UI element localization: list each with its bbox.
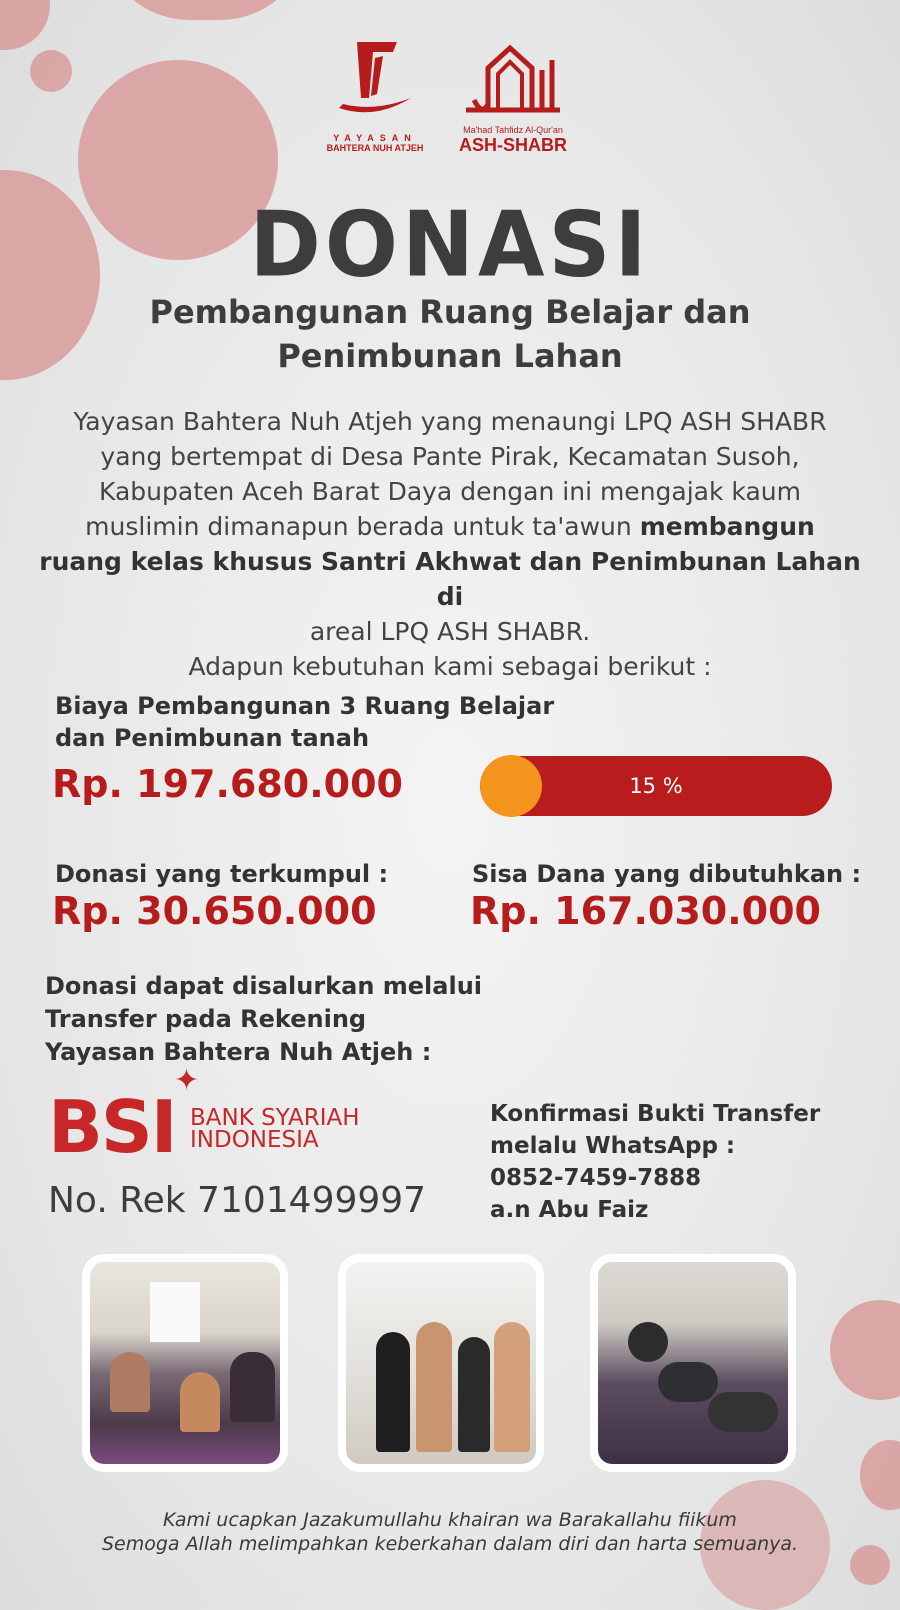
bank-name: BANK SYARIAH INDONESIA <box>190 1105 360 1153</box>
remaining-label: Sisa Dana yang dibutuhkan : <box>472 860 862 888</box>
page-title: DONASI <box>249 192 651 298</box>
whiteboard <box>150 1282 200 1342</box>
decor-circle <box>830 1300 900 1400</box>
yayasan-logo <box>320 38 430 158</box>
transfer-info: Donasi dapat disalurkan melalui Transfer pada Rekening Yayasan Bahtera Nuh Atjeh : <box>45 972 483 1066</box>
whatsapp-number: 0852-7459-7888 <box>490 1165 702 1191</box>
mahad-label: Ma'had Tahfidz Al-Qur'an <box>463 125 563 135</box>
subtitle-line: Penimbunan Lahan <box>277 337 623 375</box>
intro-line: muslimin dimanapun berada untuk ta'awun membangun <box>85 512 815 541</box>
photo-study <box>590 1254 796 1472</box>
star-icon: ✦ <box>174 1064 200 1097</box>
ashshabr-logo <box>448 40 578 160</box>
progress-label: 15 % <box>629 774 683 798</box>
ship-logo-icon <box>335 38 415 128</box>
cost-amount: Rp. 197.680.000 <box>52 762 403 806</box>
yayasan-label: YAYASAN <box>333 133 417 143</box>
decor-circle <box>0 0 50 50</box>
intro-line: yang bertempat di Desa Pante Pirak, Kecamatan Susoh, <box>100 442 800 471</box>
page-subtitle <box>0 290 900 378</box>
yayasan-name: BAHTERA NUH ATJEH <box>326 143 424 153</box>
subtitle-line: Pembangunan Ruang Belajar dan <box>149 293 751 331</box>
collected-label: Donasi yang terkumpul : <box>55 860 389 888</box>
photo-classroom <box>82 1254 288 1472</box>
bsi-logo <box>48 1064 378 1169</box>
progress-bar <box>480 756 832 816</box>
account-number: No. Rek 7101499997 <box>48 1180 427 1221</box>
decor-circle <box>100 0 310 20</box>
remaining-amount: Rp. 167.030.000 <box>470 889 821 933</box>
intro-line: ruang kelas khusus Santri Akhwat dan Penimbunan Lahan di <box>39 547 861 611</box>
intro-line: Yayasan Bahtera Nuh Atjeh yang menaungi LPQ ASH SHABR <box>73 407 827 436</box>
collected-amount: Rp. 30.650.000 <box>52 889 377 933</box>
decor-circle <box>860 1440 900 1510</box>
intro-line: Adapun kebutuhan kami sebagai berikut : <box>188 652 712 681</box>
intro-line: areal LPQ ASH SHABR. <box>309 617 591 646</box>
mahad-name: ASH-SHABR <box>459 135 567 155</box>
intro-line: Kabupaten Aceh Barat Daya dengan ini mengajak kaum <box>99 477 801 506</box>
decor-circle <box>30 50 72 92</box>
bsi-wordmark: BSI <box>48 1085 176 1169</box>
mosque-calligraphy-icon <box>458 40 568 120</box>
photo-students <box>338 1254 544 1472</box>
cost-label: Biaya Pembangunan 3 Ruang Belajar dan Penimbunan tanah <box>55 692 555 752</box>
closing-message: Kami ucapkan Jazakumullahu khairan wa Barakallahu fiikum Semoga Allah melimpahkan keberkahan dalam diri dan harta semuanya. <box>101 1509 799 1555</box>
confirm-info: Konfirmasi Bukti Transfer melalu WhatsApp : 0852-7459-7888 a.n Abu Faiz <box>490 1101 821 1223</box>
intro-paragraph <box>30 404 870 684</box>
